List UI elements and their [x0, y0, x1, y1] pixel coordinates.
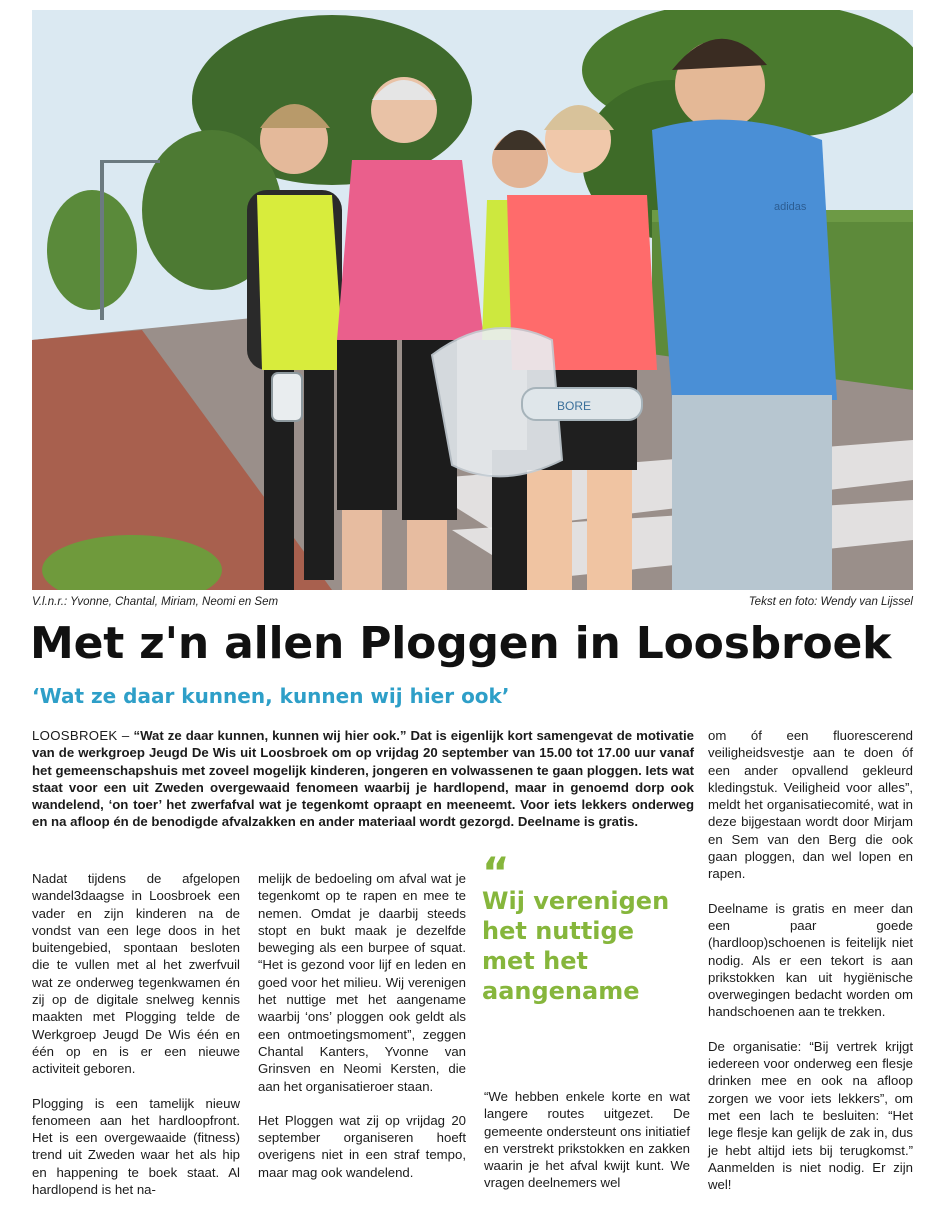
- body-paragraph: Plogging is een tamelijk nieuw fenomeen aan het hardloopfront. Het is een overgewaaide (fitness) trend uit Zweden waar het als hip en happening te boek staat. Al hardlopend is het na-: [32, 1095, 240, 1198]
- subheadline: ‘Wat ze daar kunnen, kunnen wij hier ook’: [32, 684, 510, 708]
- body-paragraph: De organisatie: “Bij vertrek krijgt iedereen voor onderweg een flesje drinken mee en ook na afloop zorgen we voor iets lekkers”, om met een lach te besluiten: “Het lege flesje kan gelijk de zak in, dus je hebt altijd iets bij terugkomst.” Aanmelden is niet nodig. Er zijn wel!: [708, 1038, 913, 1193]
- hoodie-logo: adidas: [774, 201, 807, 213]
- column-1: [32, 870, 240, 1215]
- article-photo: [32, 10, 913, 590]
- body-paragraph: Deelname is gratis en meer dan een paar goede (hardloop)schoenen is feitelijk niet nodig. Als er een tekort is aan prikstokken kan uit hygiënische overwegingen bedacht worden om handschoenen aan te trekken.: [708, 900, 913, 1020]
- body-paragraph: Het Ploggen wat zij op vrijdag 20 september organiseren hoeft overigens niet in een straf tempo, maar mag ook wandelend.: [258, 1112, 466, 1180]
- body-paragraph: “We hebben enkele korte en wat langere routes uitgezet. De gemeente ondersteunt ons initiatief en verstrekt prikstokken en zakken waarin je het afval kwijt kunt. We vragen deelnemers wel: [484, 1089, 690, 1191]
- body-paragraph: Nadat tijdens de afgelopen wandel3daagse in Loosbroek een vader en zijn kinderen na de vondst van een lege doos in het buitengebied, spontaan besloten die te vullen met al het zwerfvuil wat ze onderweg tegenkwamen én zij op de digitale snelweg kennis maakten met Plogging telde de Werkgroep Jeugd De Wis één en één op en is er een nieuwe activiteit geboren.: [32, 871, 240, 1077]
- pull-quote-text: Wij verenigen het nuttige met het aangename: [482, 887, 670, 1005]
- photo-caption: V.l.n.r.: Yvonne, Chantal, Miriam, Neomi en Sem: [32, 596, 279, 608]
- body-paragraph: om óf een fluorescerend veiligheidsvestje aan te doen óf een ander opvallend gekleurd kledingstuk. Veiligheid voor alles”, meldt het organisatiecomité, wat in deze bijgestaan wordt door Mirjam en Sem van den Berg die ook gaan ploggen, dan wel lopen en rapen.: [708, 728, 913, 882]
- headline: Met z'n allen Ploggen in Loosbroek: [30, 618, 892, 669]
- column-2: [258, 870, 466, 1198]
- column-4: [708, 727, 913, 1210]
- lead-text: “Wat ze daar kunnen, kunnen wij hier ook.” Dat is eigenlijk kort samengevat de motivatie van de werkgroep Jeugd De Wis uit Loosbroek om op vrijdag 20 september van 15.00 tot 17.00 uur vanaf het gemeenschapshuis met zoveel mogelijk kinderen, jongeren en volwassenen te gaan ploggen. Iets wat staat voor een uit Zweden overgewaaid fenomeen waarbij je hardlopend, maar in genoemd dorp ook wandelend, ‘on toer’ het zwerfafval wat je tegenkomt opraapt en meeneemt. Voor iets lekkers onderweg en na afloop én de benodigde afvalzakken en ander materiaal wordt gezorgd. Deelname is gratis.: [32, 728, 694, 830]
- dateline: LOOSBROEK –: [32, 728, 130, 743]
- photo-credit: Tekst en foto: Wendy van Lijssel: [748, 596, 913, 608]
- lead-paragraph: [32, 727, 694, 831]
- bottle-label: BORE: [557, 399, 592, 413]
- quote-mark-icon: “: [482, 848, 510, 897]
- column-3: [484, 1088, 690, 1209]
- pull-quote: [482, 848, 692, 1006]
- body-paragraph: melijk de bedoeling om afval wat je tegenkomt op te rapen en mee te nemen. Omdat je daarbij steeds stopt en bukt maak je dezelfde beweging als een burpee of squat. “Het is gezond voor lijf en leden en goed voor het milieu. Wij verenigen het nuttige met het aangename waarbij ‘ons’ ploggen ook geldt als een ontmoetingsmoment”, zeggen Chantal Kanters, Yvonne van Grinsven en Neomi Kersten, die aan het organisatieroer staan.: [258, 871, 466, 1094]
